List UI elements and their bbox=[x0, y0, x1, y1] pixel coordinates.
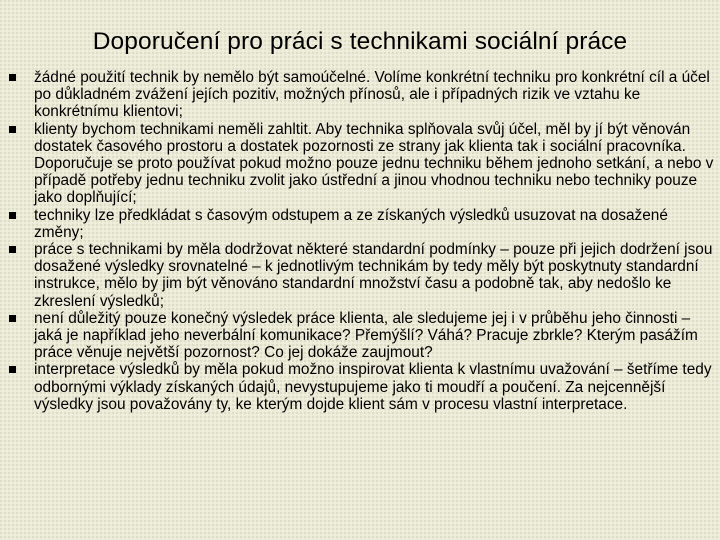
square-bullet-icon bbox=[9, 212, 16, 219]
bullet-item-6 bbox=[8, 361, 714, 413]
bullet-text-4: práce s technikami by měla dodržovat některé standardní podmínky – pouze při jejich dodržení jsou dosažené výsledky srovnatelné – k jednotlivým technikám by tedy měly být poskytnuty standardní instrukce, mělo by jim být věnováno standardní množství času a podobně tak, aby nedošlo ke zkreslení výsledků; bbox=[34, 241, 713, 310]
bullet-item-4 bbox=[8, 241, 714, 310]
bullet-item-1 bbox=[8, 69, 714, 121]
square-bullet-icon bbox=[9, 126, 16, 133]
bullet-item-3 bbox=[8, 207, 714, 241]
square-bullet-icon bbox=[9, 246, 16, 253]
bullet-text-6: interpretace výsledků by měla pokud možno inspirovat klienta k vlastnímu uvažování – šetříme tedy odbornými výklady získaných údajů, nevystupujeme jako ti moudří a poučení. Za nejcennější výsledky jsou považovány ty, ke kterým dojde klient sám v procesu vlastní interpretace. bbox=[34, 361, 712, 413]
bullet-text-5: není důležitý pouze konečný výsledek práce klienta, ale sledujeme jej i v průběhu jeho činnosti – jaká je například jeho neverbální komunikace? Přemýšlí? Váhá? Pracuje zbrkle? Kterým pasážím práce věnuje největší pozornost? Co jej dokáže zaujmout? bbox=[34, 309, 698, 362]
square-bullet-icon bbox=[9, 366, 16, 373]
square-bullet-icon bbox=[9, 74, 16, 81]
bullet-list bbox=[8, 69, 714, 413]
bullet-item-2 bbox=[8, 121, 714, 207]
bullet-text-1: žádné použití technik by nemělo být samoúčelné. Volíme konkrétní techniku pro konkrétní cíl a účel po důkladném zvážení jejích pozitiv, možných přínosů, ale i případných rizik ve vztahu ke konkrétnímu klientovi; bbox=[34, 69, 710, 121]
slide-title: Doporučení pro práci s technikami sociální práce bbox=[92, 28, 628, 55]
square-bullet-icon bbox=[9, 315, 16, 322]
bullet-text-3: techniky lze předkládat s časovým odstupem a ze získaných výsledků usuzovat na dosažené změny; bbox=[34, 206, 668, 241]
bullet-text-2: klienty bychom technikami neměli zahltit. Aby technika splňovala svůj účel, měl by jí být věnován dostatek časového prostoru a dostatek pozornosti ze strany jak klienta tak i sociální pracovníka. Doporučuje se proto používat pokud možno pouze jednu techniku během jednoho setkání, a nebo v případě potřeby jednu techniku zvolit jako ústřední a jinou vhodnou techniku nebo techniky pouze jako doplňující; bbox=[34, 120, 714, 207]
bullet-item-5 bbox=[8, 310, 714, 362]
